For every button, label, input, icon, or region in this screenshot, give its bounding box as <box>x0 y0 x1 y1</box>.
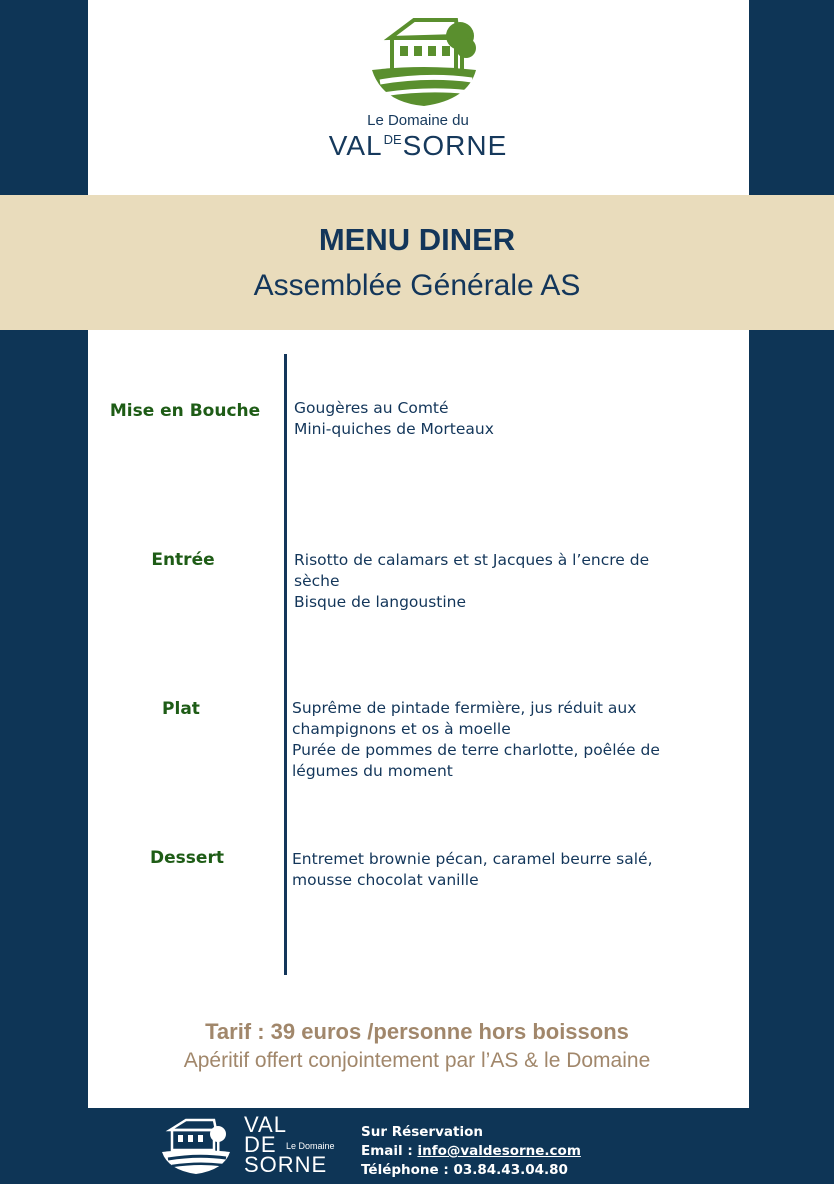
footer-logo-de: DE <box>244 1132 277 1157</box>
title-band <box>0 195 834 330</box>
contact-block <box>361 1123 581 1180</box>
logo-de: DE <box>383 132 402 147</box>
course-item: Suprême de pintade fermière, jus réduit aux <box>292 699 637 717</box>
domain-logo <box>318 8 518 168</box>
footer-logo-domaine: Le Domaine <box>286 1141 335 1151</box>
reservation-text: Sur Réservation <box>361 1124 483 1140</box>
course-item: légumes du moment <box>292 762 453 780</box>
footer-house-logo-icon <box>160 1114 232 1176</box>
course-item: Risotto de calamars et st Jacques à l’encre de <box>294 551 650 569</box>
email-line <box>361 1142 581 1161</box>
logo-val: VAL <box>328 130 383 161</box>
email-label: Email : <box>361 1143 418 1159</box>
course-item: Purée de pommes de terre charlotte, poêlée de <box>292 741 660 759</box>
course-item: Entremet brownie pécan, caramel beurre salé, <box>292 850 653 868</box>
footer-logo-val: VAL <box>244 1112 287 1137</box>
logo-wordmark <box>318 130 518 162</box>
logo-sorne: SORNE <box>402 130 508 161</box>
course-label-mise-en-bouche: Mise en Bouche <box>109 401 261 421</box>
course-item: champignons et os à moelle <box>292 720 511 738</box>
course-label-entree: Entrée <box>151 550 215 570</box>
price-line: Tarif : 39 euros /personne hors boissons <box>205 1019 629 1044</box>
divider-line <box>284 354 287 975</box>
menu-title: MENU DINER <box>318 222 516 257</box>
course-item: mousse chocolat vanille <box>292 871 479 889</box>
course-label-plat: Plat <box>162 699 200 719</box>
phone-line: Téléphone : 03.84.43.04.80 <box>361 1162 568 1178</box>
course-item: sèche <box>294 572 340 590</box>
email-link[interactable]: info@valdesorne.com <box>417 1143 581 1159</box>
logo-subtitle: Le Domaine du <box>367 112 469 129</box>
footer-logo-sorne: SORNE <box>244 1152 328 1177</box>
aperitif-line: Apéritif offert conjointement par l’AS & le Domaine <box>183 1049 651 1072</box>
course-items-plat <box>292 698 712 782</box>
footer-logo <box>160 1112 335 1178</box>
menu-subtitle: Assemblée Générale AS <box>253 269 581 302</box>
domain-house-logo-icon <box>368 8 480 114</box>
course-items-mise-en-bouche <box>294 398 714 440</box>
course-item: Mini-quiches de Morteaux <box>294 420 494 438</box>
course-label-dessert: Dessert <box>150 848 224 868</box>
course-items-dessert <box>292 849 712 891</box>
course-item: Gougères au Comté <box>294 399 449 417</box>
course-items-entree <box>294 550 714 613</box>
course-item: Bisque de langoustine <box>294 593 467 611</box>
